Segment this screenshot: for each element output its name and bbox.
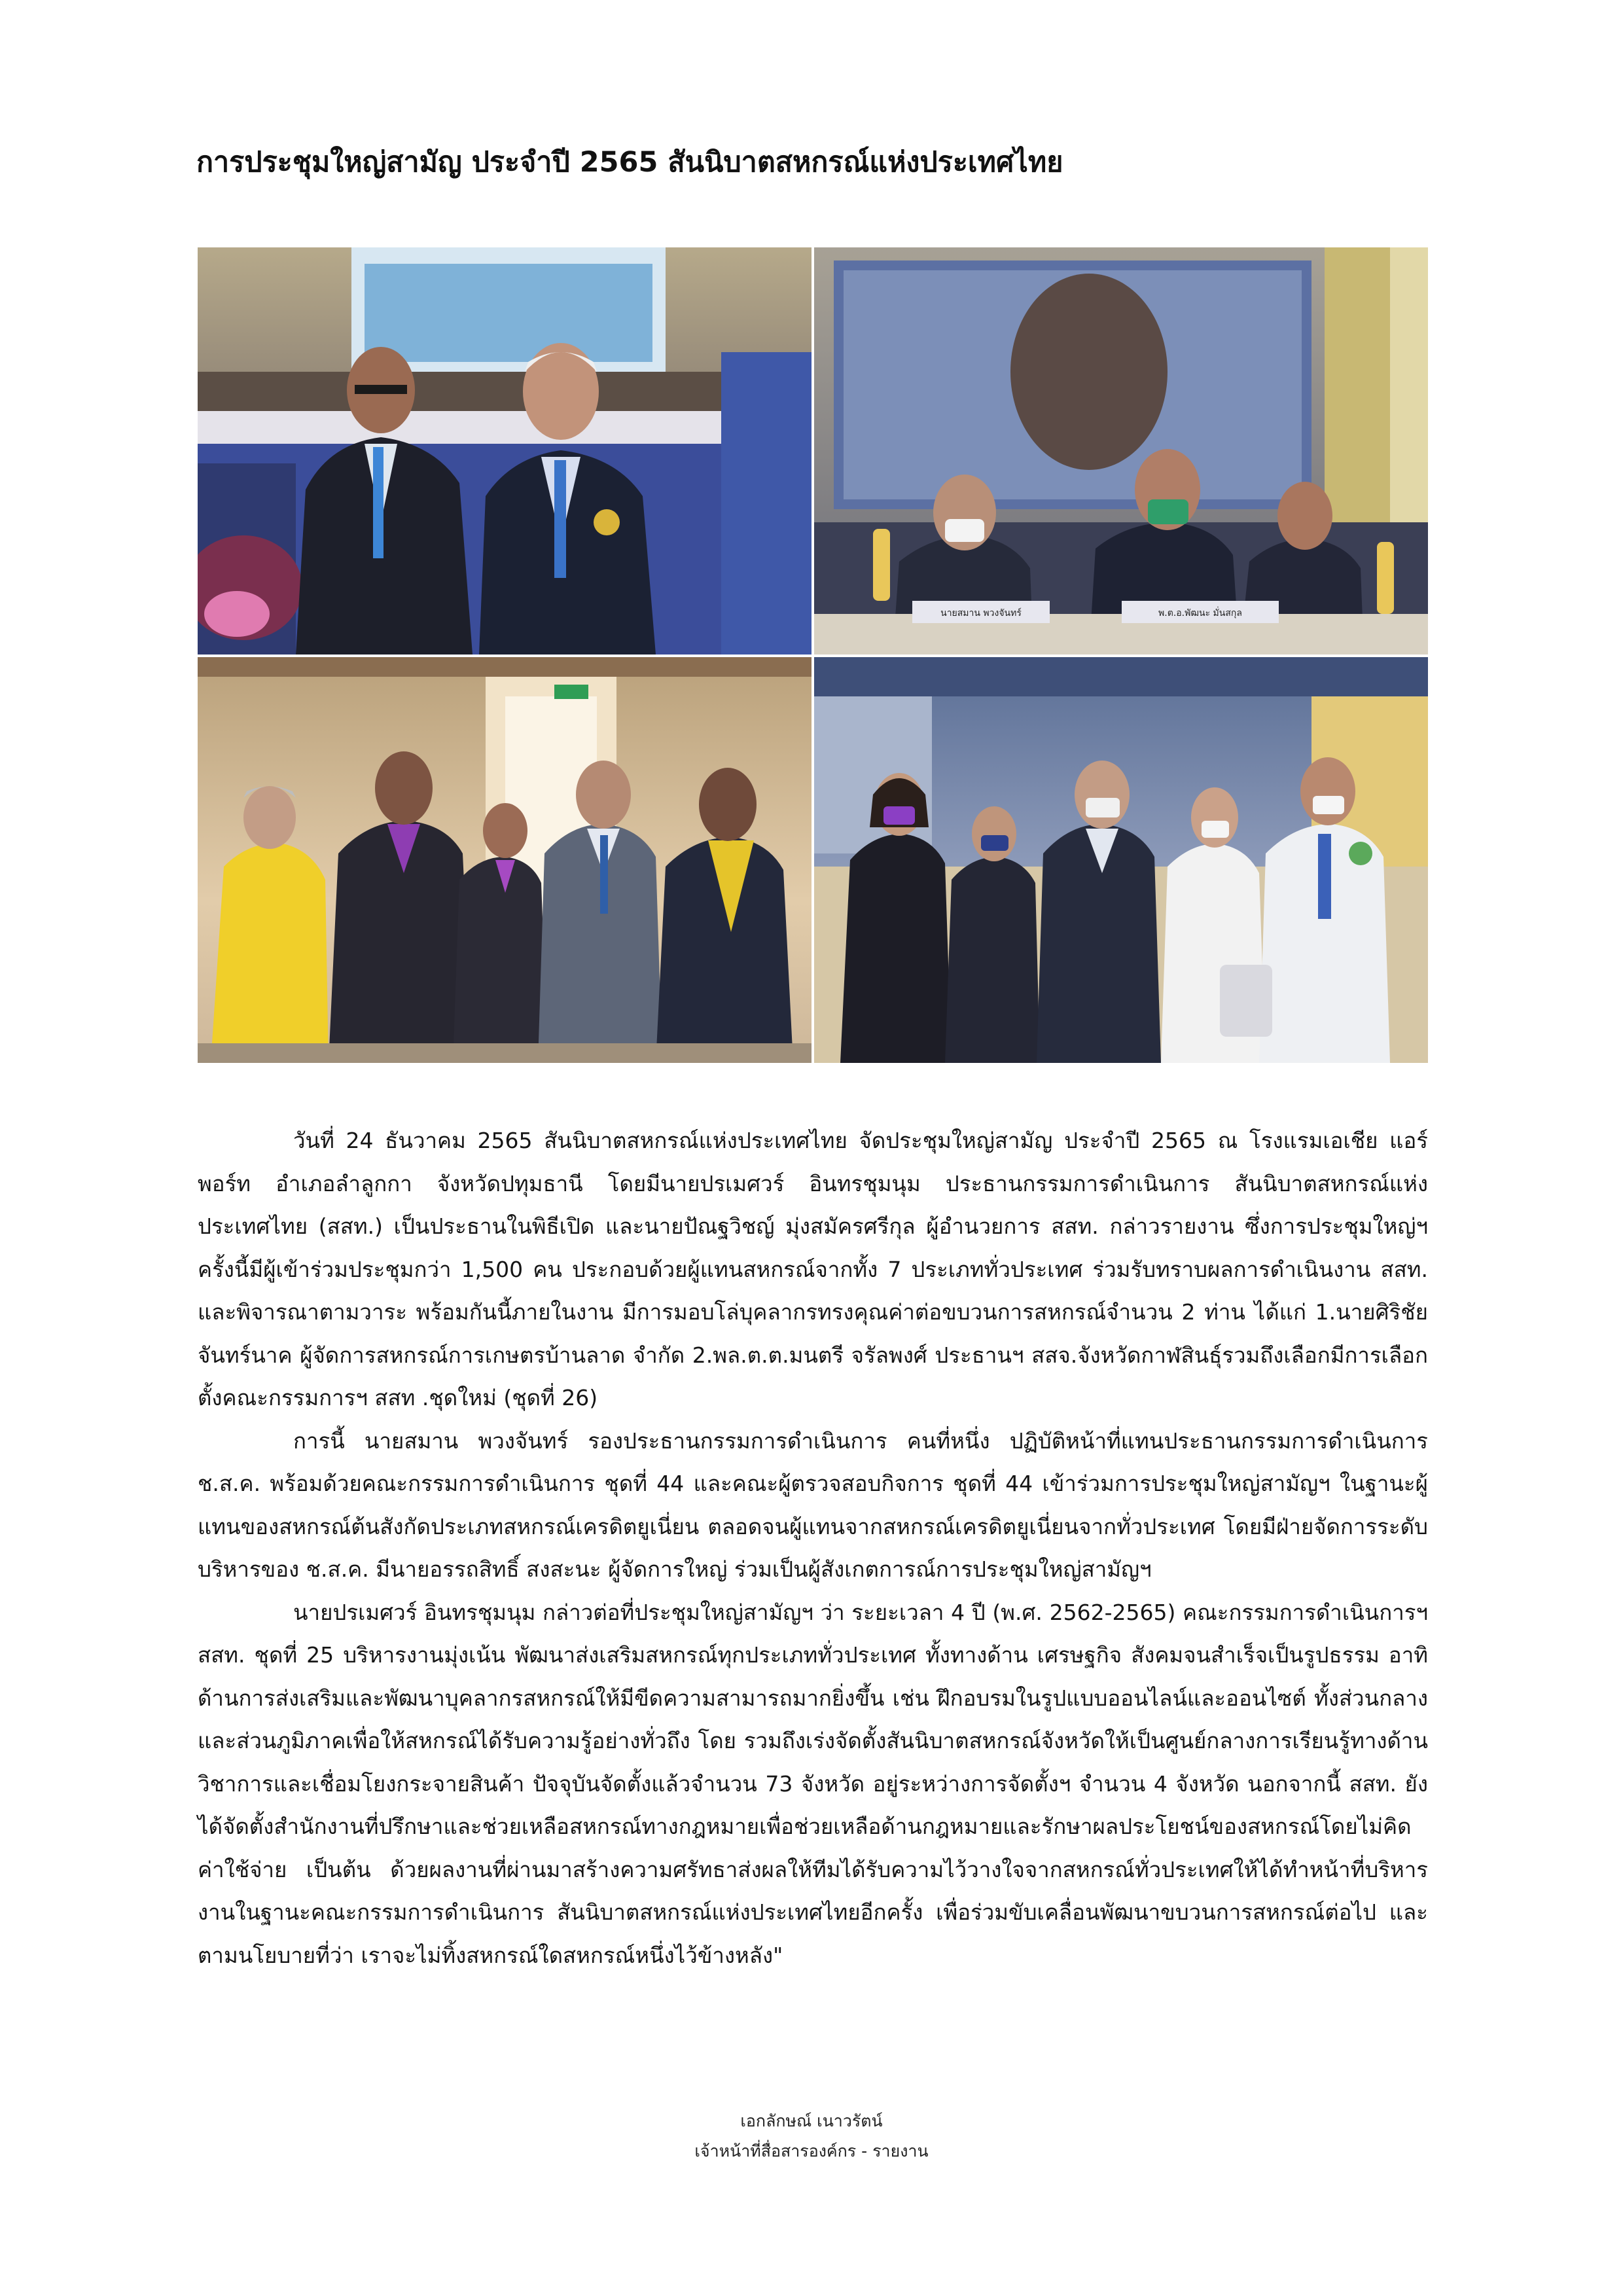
photo-group-lobby (814, 657, 1428, 1063)
paragraph-1: วันที่ 24 ธันวาคม 2565 สันนิบาตสหกรณ์แห่งประเทศไทย จัดประชุมใหญ่สามัญ ประจำปี 2565 ณ โรงแรมเอเชีย แอร์พอร์ท อำเภอลำลูกกา จังหวัดปทุมธานี โดยมีนายปรเมศวร์ อินทรชุมนุม ประธานกรรมการดำเนินการ สันนิบาตสหกรณ์แห่งประเทศไทย (สสท.) เป็นประธานในพิธีเปิด และนายปัณฐวิชญ์ มุ่งสมัครศรีกุล ผู้อำนวยการ สสท. กล่าวรายงาน ซึ่งการประชุมใหญ่ฯ ครั้งนี้มีผู้เข้าร่วมประชุมกว่า 1,500 คน ประกอบด้วยผู้แทนสหกรณ์จากทั้ง 7 ประเภททั่วประเทศ ร่วมรับทราบผลการดำเนินงาน สสท. และพิจารณาตามวาระ พร้อมกันนี้ภายในงาน มีการมอบโล่บุคลากรทรงคุณค่าต่อขบวนการสหกรณ์จำนวน 2 ท่าน ได้แก่ 1.นายศิริชัย จันทร์นาค ผู้จัดการสหกรณ์การเกษตรบ้านลาด จำกัด 2.พล.ต.ต.มนตรี จรัลพงศ์ ประธานฯ สสจ.จังหวัดกาฬสินธุ์รวมถึงเลือกมีการเลือกตั้งคณะกรรมการฯ สสท .ชุดใหม่ (ชุดที่ 26) (198, 1128, 1428, 1410)
photo-head-table (814, 247, 1428, 655)
article-body (198, 1119, 1428, 1977)
byline (0, 2106, 1623, 2166)
paragraph-2: การนี้ นายสมาน พวงจันทร์ รองประธานกรรมการดำเนินการ คนที่หนึ่ง ปฏิบัติหน้าที่แทนประธานกรรมการดำเนินการ ช.ส.ค. พร้อมด้วยคณะกรรมการดำเนินการ ชุดที่ 44 และคณะผู้ตรวจสอบกิจการ ชุดที่ 44 เข้าร่วมการประชุมใหญ่สามัญฯ ในฐานะผู้แทนของสหกรณ์ต้นสังกัดประเภทสหกรณ์เครดิตยูเนี่ยน ตลอดจนผู้แทนจากสหกรณ์เครดิตยูเนี่ยนจากทั่วประเทศ โดยมีฝ่ายจัดการระดับบริหารของ ช.ส.ค. มีนายอรรถสิทธิ์ สงสะนะ ผู้จัดการใหญ่ ร่วมเป็นผู้สังเกตการณ์การประชุมใหญ่สามัญฯ (198, 1427, 1428, 1582)
byline-role: เจ้าหน้าที่สื่อสารองค์กร - รายงาน (694, 2142, 929, 2161)
page-title: การประชุมใหญ่สามัญ ประจำปี 2565 สันนิบาตสหกรณ์แห่งประเทศไทย (196, 146, 1063, 179)
photo-two-officials-image (198, 247, 812, 655)
byline-author: เอกลักษณ์ เนาวรัตน์ (740, 2111, 883, 2130)
paragraph-3: นายปรเมศวร์ อินทรชุมนุม กล่าวต่อที่ประชุมใหญ่สามัญฯ ว่า ระยะเวลา 4 ปี (พ.ศ. 2562-2565) คณะกรรมการดำเนินการฯ สสท. ชุดที่ 25 บริหารงานมุ่งเน้น พัฒนาส่งเสริมสหกรณ์ทุกประเภททั่วประเทศ ทั้งทางด้าน เศรษฐกิจ สังคมจนสำเร็จเป็นรูปธรรม อาทิ ด้านการส่งเสริมและพัฒนาบุคลากรสหกรณ์ให้มีขีดความสามารถมากยิ่งขึ้น เช่น ฝึกอบรมในรูปแบบออนไลน์และออนไซต์ ทั้งส่วนกลางและส่วนภูมิภาคเพื่อให้สหกรณ์ได้รับความรู้อย่างทั่วถึง โดย รวมถึงเร่งจัดตั้งสันนิบาตสหกรณ์จังหวัดให้เป็นศูนย์กลางการเรียนรู้ทางด้านวิชาการและเชื่อมโยงกระจายสินค้า ปัจจุบันจัดตั้งแล้วจำนวน 73 จังหวัด อยู่ระหว่างการจัดตั้งฯ จำนวน 4 จังหวัด นอกจากนี้ สสท. ยังได้จัดตั้งสำนักงานที่ปรึกษาและช่วยเหลือสหกรณ์ทางกฎหมายเพื่อช่วยเหลือด้านกฎหมายและรักษาผลประโยชน์ของสหกรณ์โดยไม่คิดค่าใช้จ่าย เป็นต้น ด้วยผลงานที่ผ่านมาสร้างความศรัทธาส่งผลให้ทีมได้รับความไว้วางใจจากสหกรณ์ทั่วประเทศให้ได้ทำหน้าที่บริหารงานในฐานะคณะกรรมการดำเนินการ สันนิบาตสหกรณ์แห่งประเทศไทยอีกครั้ง เพื่อร่วมขับเคลื่อนพัฒนาขบวนการสหกรณ์ต่อไป และตามนโยบายที่ว่า เราจะไม่ทิ้งสหกรณ์ใดสหกรณ์หนึ่งไว้ข้างหลัง" (198, 1599, 1428, 1968)
photo-head-table-image (814, 247, 1428, 655)
nameplate-right: พ.ต.อ.พัฒนะ มั่นสกุล (1158, 608, 1242, 619)
photo-collage (198, 247, 1428, 1063)
photo-two-officials (198, 247, 812, 655)
photo-group-five (198, 657, 812, 1063)
photo-group-lobby-image (814, 657, 1428, 1063)
photo-group-five-image (198, 657, 812, 1063)
nameplate-left: นายสมาน พวงจันทร์ (940, 608, 1022, 619)
